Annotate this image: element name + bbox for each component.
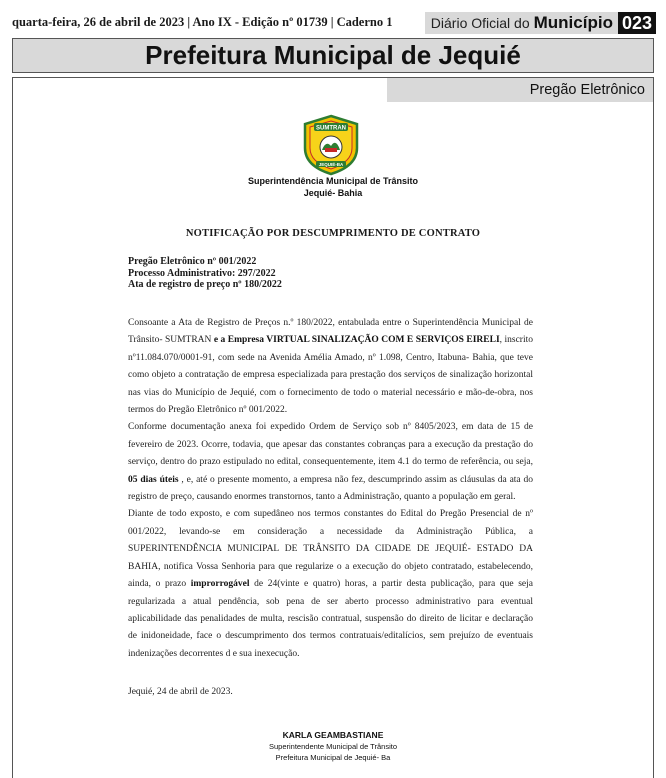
document-references (128, 256, 282, 291)
content-frame (12, 77, 654, 778)
edition-info: quarta-feira, 26 de abril de 2023 | Ano IX - Edição nº 01739 | Caderno 1 (12, 15, 393, 29)
paragraph-1: Consoante a Ata de Registro de Preços n.º 180/2022, entabulada entre o Superintendência Municipal de Trânsito- SUMTRAN e a Empresa VIRTUAL SINALIZAÇÃO COM E SERVIÇOS EIRELI, inscrito nº11.084.070/0001-91, com sede na Avenida Amélia Amado, nº 1.098, Centro, Itabuna- Bahia, que teve como objeto a contratação de empresa especializada para prestação dos serviços de sinalização horizontal nas vias do Município de Jequié, com o fornecimento de todo o material necessário e mão-de-obra, nos termos do Pregão Eletrônico nº 001/2022. (128, 318, 533, 416)
signatory-organization: Prefeitura Municipal de Jequié- Ba (275, 753, 391, 762)
place-date: Jequié, 24 de abril de 2023. (128, 687, 233, 697)
paragraph-2: Conforme documentação anexa foi expedido Ordem de Serviço sob nº 8405/2023, em data de 15 de fevereiro de 2023. Ocorre, todavia, que apesar das constantes cobranças para a execução da prestação do serviço, dentro do prazo estipulado no edital, consequentemente, item 4.1 do termo de referência, ou seja, 05 dias úteis , e, até o presente momento, a empresa não fez, descumprindo assim as cláusulas da ata do registro de preço, causando enormes transtornos, tanto a Administração, quanto a população em geral. (128, 422, 533, 503)
ref-pregao: Pregão Eletrônico nº 001/2022 (128, 256, 257, 267)
ref-processo: Processo Administrativo: 297/2022 (128, 267, 276, 279)
gazette-brand-light: Diário Oficial do (430, 15, 530, 31)
title-banner (12, 38, 654, 73)
sumtran-emblem-icon (301, 114, 361, 176)
agency-location: Jequié- Bahia (303, 188, 363, 198)
gazette-brand-bold: Município (533, 13, 613, 32)
emblem-top-text: SUMTRAN (316, 125, 346, 132)
top-header (12, 12, 656, 34)
signatory-role: Superintendente Municipal de Trânsito (269, 742, 397, 751)
signatory-name: KARLA GEAMBASTIANE (282, 730, 384, 740)
page-number: 023 (618, 12, 656, 34)
ref-ata: Ata de registro de preço nº 180/2022 (128, 279, 282, 290)
gazette-brand (425, 12, 656, 34)
page-title: Prefeitura Municipal de Jequié (145, 40, 521, 70)
section-type-label: Pregão Eletrônico (387, 78, 653, 102)
document-body (128, 315, 533, 663)
emblem-bottom-text: JEQUIÉ-BA (318, 162, 344, 167)
paragraph-3: Diante de todo exposto, e com supedâneo nos termos constantes do Edital do Pregão Presencial de nº 001/2022, levando-se em consideração a necessidade da Administração Pública, a SUPERINTENDÊNCIA MUNICIPAL DE TRÂNSITO DA CIDADE DE JEQUIÉ- ESTADO DA BAHIA, notifica Vossa Senhoria para que regularize o a execução do objeto contratado, estabelecendo, ainda, o prazo improrrogável de 24(vinte e quatro) horas, a partir desta publicação, para que seja regularizada a atual pendência, sob pena de ser aberto processo administrativo para eventual aplicabilidade das penalidades de multa, rescisão contratual, suspensão do direito de licitar e declaração de inidoneidade, face o descumprimento dos termos contratuais/editalícios, sem prejuízo de eventuais indenizações decorrentes d e sua inexecução. (128, 509, 534, 659)
gazette-brand-text (425, 12, 618, 34)
agency-name: Superintendência Municipal de Trânsito (247, 176, 419, 186)
document-title: NOTIFICAÇÃO POR DESCUMPRIMENTO DE CONTRATO (185, 228, 481, 239)
